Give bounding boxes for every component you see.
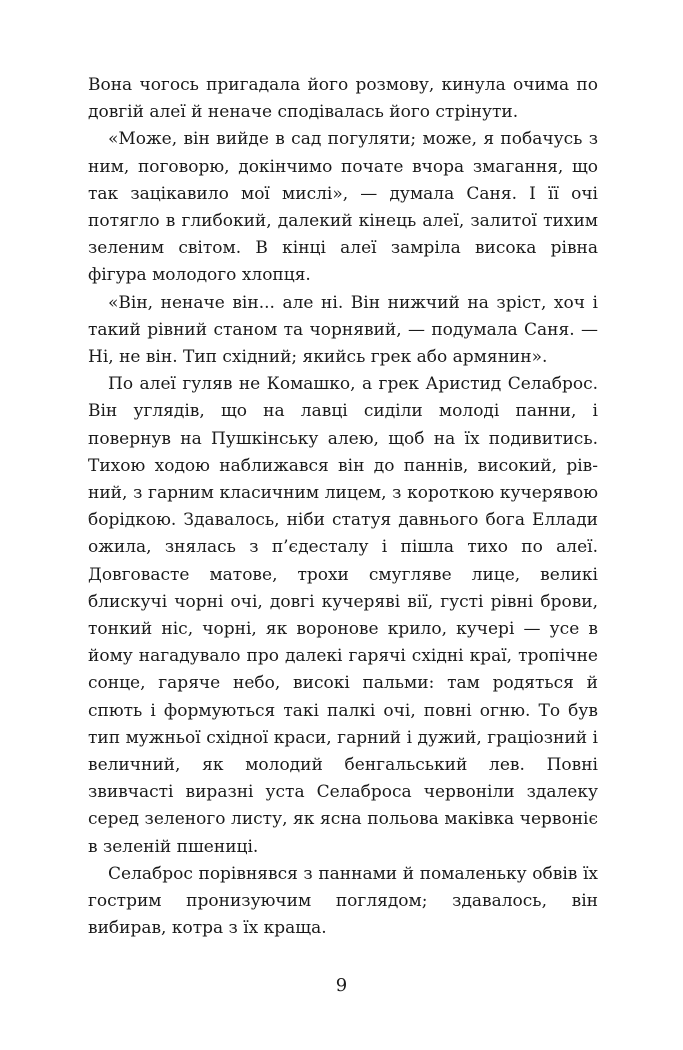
paragraph-3: «Він, неначе він... але ні. Він нижчий на зріст, хоч і такий рівний станом та чорнявий, — подумала Саня. — Ні, не він. Тип східний; якийсь грек або армянин». xyxy=(88,292,598,368)
page-number: 9 xyxy=(335,975,348,996)
paragraph-2: «Може, він вийде в сад погуляти; може, я побачусь з ним, поговорю, докінчимо почате вчора змагання, що так зацікавило мої мислі», — думала Саня. І її очі потягло в глибокий, далекий кінець алеї, залитої тихим зеленим світом. В кінці алеї замріла висока рівна фігура молодого хлопця. xyxy=(88,129,598,286)
paragraph-1: Вона чогось пригадала його розмову, кинула очима по довгій алеї й неначе сподівалась його стрінути. xyxy=(88,75,598,123)
page-text xyxy=(88,72,598,943)
paragraph-4: По алеї гуляв не Комашко, а грек Аристид Селаброс. Він углядів, що на лавці сиділи молоді панни, і повернув на Пушкінську алею, щоб на їх подивитись. Тихою ходою наближався він до паннів, високий, рівний, з гарним класичним лицем, з короткою кучерявою борідкою. Здавалось, ніби статуя давнього бога Еллади ожила, знялась з п’єдесталу і пішла тихо по алеї. Довговасте матове, трохи смугляве лице, великі блискучі чорні очі, довгі кучеряві вії, густі рівні брови, тонкий ніс, чорні, як воронове крило, кучері — усе в йому нагадувало про далекі гарячі східні краї, тропічне сонце, гаряче небо, високі пальми: там родяться й спють і формуються такі палкі очі, повні огню. То був тип мужньої східної краси, гарний і дужий, граціозний і величний, як молодий бенгальський лев. Повні звивчасті виразні уста Селаброса червоніли здалеку серед зеленого листу, як ясна польова маківка червоніє в зеленій пшениці. xyxy=(88,374,598,857)
paragraph-5: Селаброс порівнявся з паннами й помаленьку обвів їх гострим пронизуючим поглядом; здавалось, він вибирав, котра з їх краща. xyxy=(88,863,598,939)
